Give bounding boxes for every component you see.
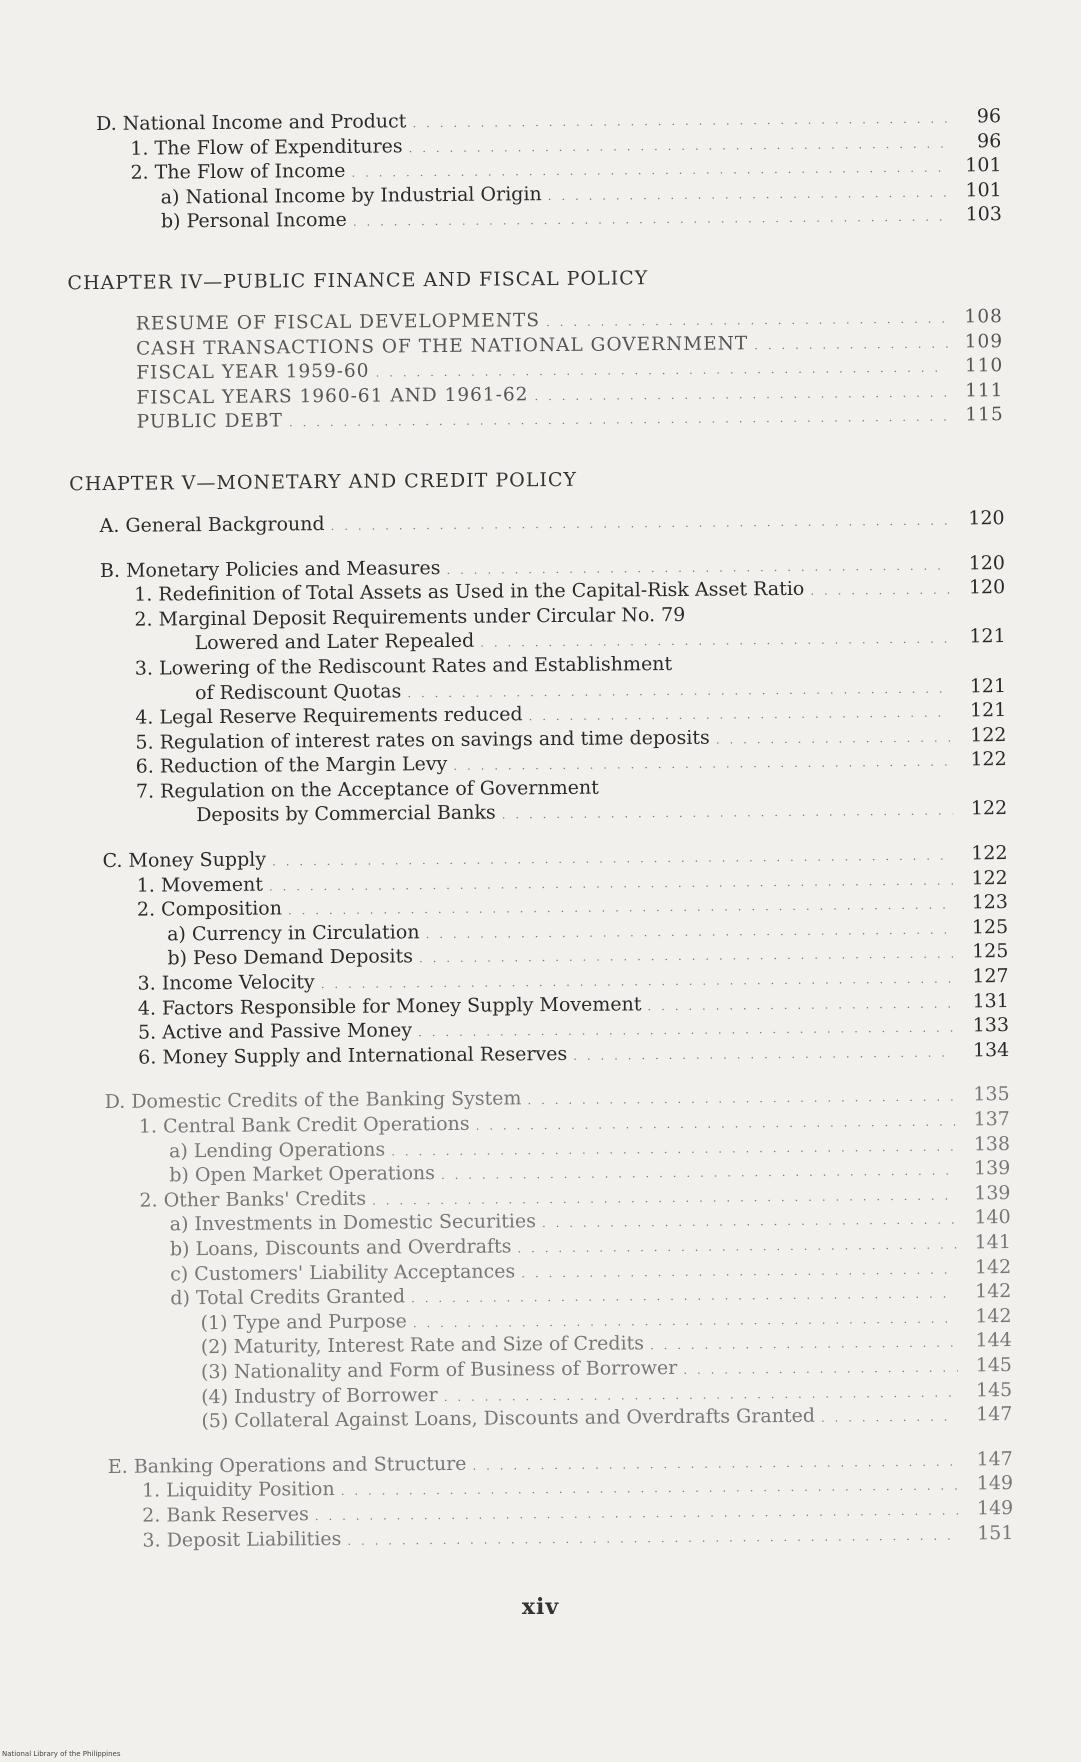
toc-entry-label: 1. Redefinition of Total Assets as Used in the Capital-Risk Asset Ratio	[134, 577, 805, 606]
toc-entry-page: 120	[968, 507, 1005, 530]
toc-entry-page: 96	[976, 105, 1002, 128]
toc-entry-page: 142	[974, 1255, 1012, 1278]
chapter-heading: CHAPTER IV—PUBLIC FINANCE AND FISCAL POLICY	[67, 267, 649, 295]
toc-entry-label: 3. Lowering of the Rediscount Rates and Establishment	[134, 652, 673, 680]
toc-entry-label: Deposits by Commercial Banks	[196, 802, 496, 827]
toc-entry-label: C. Money Supply	[102, 848, 267, 873]
toc-entry-page: 138	[973, 1132, 1011, 1155]
toc-entry-page: 120	[968, 551, 1006, 574]
toc-entry-label: 1. Liquidity Position	[141, 1478, 335, 1502]
toc-entry-page: 121	[969, 625, 1006, 648]
toc-entry-label: FISCAL YEARS 1960-61 AND 1961-62	[136, 383, 529, 409]
toc-entry-label: of Rediscount Quotas	[194, 679, 402, 704]
toc-entry-label: c) Customers' Liability Acceptances	[170, 1259, 516, 1285]
toc-entry-page: 122	[971, 866, 1008, 890]
toc-entry-label: d) Total Credits Granted	[170, 1285, 406, 1310]
toc-entry-label: (3) Nationality and Form of Business of Borrower	[200, 1356, 678, 1384]
toc-entry-page: 149	[976, 1472, 1014, 1495]
toc-entry-page: 108	[964, 306, 1003, 328]
toc-entry-label: A. General Background	[99, 512, 325, 537]
toc-entry-label: (5) Collateral Against Loans, Discounts and Overdrafts Granted	[201, 1404, 816, 1433]
toc-entry-page: 120	[968, 576, 1006, 599]
toc-entry-label: 2. Marginal Deposit Requirements under Circular No. 79	[134, 603, 686, 631]
toc-entry-page: 134	[972, 1038, 1010, 1062]
toc-entry-page: 131	[972, 989, 1009, 1013]
toc-entry-page: 96	[977, 129, 1002, 152]
toc-entry-label: RESUME OF FISCAL DEVELOPMENTS	[135, 310, 541, 335]
toc-entry-page: 101	[965, 178, 1002, 202]
toc-entry-label: 4. Legal Reserve Requirements reduced	[135, 703, 523, 729]
toc-entry-label: 1. Central Bank Credit Operations	[138, 1112, 470, 1138]
toc-entry-page: 103	[965, 203, 1003, 226]
dot-leader	[754, 331, 949, 357]
toc-entry-label: b) Open Market Operations	[169, 1162, 436, 1187]
toc-entry-page: 121	[969, 699, 1007, 722]
toc-entry-label: 1. The Flow of Expenditures	[130, 134, 403, 160]
toc-entry-label: (2) Maturity, Interest Rate and Size of Credits	[200, 1332, 645, 1359]
toc-entry-page: 125	[971, 915, 1009, 939]
toc-entry-page: 123	[971, 891, 1009, 914]
toc-entry-page: 139	[974, 1181, 1011, 1205]
toc-entry-label: (1) Type and Purpose	[200, 1310, 407, 1334]
library-watermark: National Library of the Philippines	[2, 1750, 121, 1758]
toc-entry-label: a) Currency in Circulation	[167, 921, 420, 946]
toc-entry-label: D. National Income and Product	[96, 110, 407, 135]
toc-entry-label: D. Domestic Credits of the Banking System	[104, 1087, 522, 1114]
dot-leader	[821, 1405, 959, 1431]
toc-entry-page: 121	[969, 674, 1007, 697]
toc-entry-label: 4. Factors Responsible for Money Supply Movement	[137, 992, 642, 1020]
page-number: xiv	[521, 1594, 560, 1620]
toc-entry-label: 6. Money Supply and International Reserves	[138, 1042, 568, 1069]
toc-entry-page: 147	[976, 1447, 1013, 1471]
toc-entry-label: FISCAL YEAR 1959-60	[136, 360, 370, 384]
toc-entry-label: b) Personal Income	[160, 209, 347, 233]
toc-entry-label: 5. Regulation of interest rates on savings and time deposits	[135, 726, 710, 754]
dot-leader	[347, 1523, 959, 1553]
toc-entry-page: 122	[971, 842, 1008, 865]
toc-entry-label: a) National Income by Industrial Origin	[160, 182, 542, 209]
toc-entry-page: 151	[977, 1521, 1014, 1544]
toc-entry-page: 111	[965, 379, 1004, 402]
toc-entry-page: 139	[973, 1157, 1011, 1180]
toc-entry-label: 2. Other Banks' Credits	[139, 1187, 367, 1212]
toc-entry-page: 122	[970, 723, 1007, 747]
chapter-heading: CHAPTER V—MONETARY AND CREDIT POLICY	[69, 468, 578, 496]
table-of-contents	[67, 104, 1014, 1553]
toc-entry-page: 125	[972, 940, 1009, 963]
toc-entry-label: B. Monetary Policies and Measures	[99, 556, 441, 582]
toc-entry-label: Lowered and Later Repealed	[194, 630, 475, 655]
toc-entry-page: 122	[970, 748, 1007, 771]
toc-entry-page: 144	[975, 1329, 1012, 1352]
toc-entry-page: 133	[972, 1014, 1010, 1037]
toc-entry-page: 140	[974, 1206, 1011, 1229]
toc-entry-label: 6. Reduction of the Margin Levy	[135, 753, 448, 778]
toc-entry-label: 1. Movement	[136, 873, 264, 897]
toc-entry-label: b) Peso Demand Deposits	[167, 945, 414, 970]
toc-entry-page: 141	[974, 1231, 1011, 1254]
toc-entry-page: 137	[973, 1108, 1010, 1131]
toc-entry-page: 115	[965, 404, 1004, 426]
toc-entry-label: 5. Active and Passive Money	[137, 1019, 413, 1044]
toc-entry-page: 109	[964, 330, 1004, 352]
toc-entry-label: 2. Composition	[136, 897, 283, 921]
toc-entry-label: 3. Deposit Liabilities	[142, 1527, 342, 1552]
toc-entry-label: PUBLIC DEBT	[136, 410, 284, 433]
toc-entry-label: E. Banking Operations and Structure	[107, 1452, 467, 1478]
toc-entry-label: b) Loans, Discounts and Overdrafts	[169, 1235, 512, 1261]
toc-entry-label: a) Investments in Domestic Securities	[169, 1210, 537, 1236]
toc-entry-page: 135	[973, 1083, 1010, 1106]
toc-entry-label: 3. Income Velocity	[137, 971, 315, 995]
toc-entry-page: 122	[970, 797, 1008, 820]
toc-entry-label: a) Lending Operations	[168, 1138, 386, 1162]
toc-entry-page: 145	[975, 1378, 1013, 1401]
toc-entry-label: 2. Bank Reserves	[142, 1503, 309, 1527]
toc-entry-page: 149	[976, 1496, 1014, 1520]
toc-entry-label: 2. The Flow of Income	[130, 160, 346, 184]
toc-entry-label: (4) Industry of Borrower	[201, 1383, 438, 1408]
toc-entry-page: 110	[964, 355, 1004, 377]
toc-entry-page: 147	[976, 1403, 1013, 1426]
toc-entry-label: CASH TRANSACTIONS OF THE NATIONAL GOVERNMENT	[135, 332, 749, 360]
toc-entry-page: 145	[975, 1353, 1013, 1377]
toc-entry-page: 142	[975, 1304, 1012, 1328]
toc-entry-page: 101	[965, 154, 1002, 177]
toc-entry-label: 7. Regulation on the Acceptance of Government	[135, 776, 599, 803]
toc-entry-page: 127	[972, 965, 1009, 988]
toc-entry-page: 142	[974, 1280, 1012, 1303]
